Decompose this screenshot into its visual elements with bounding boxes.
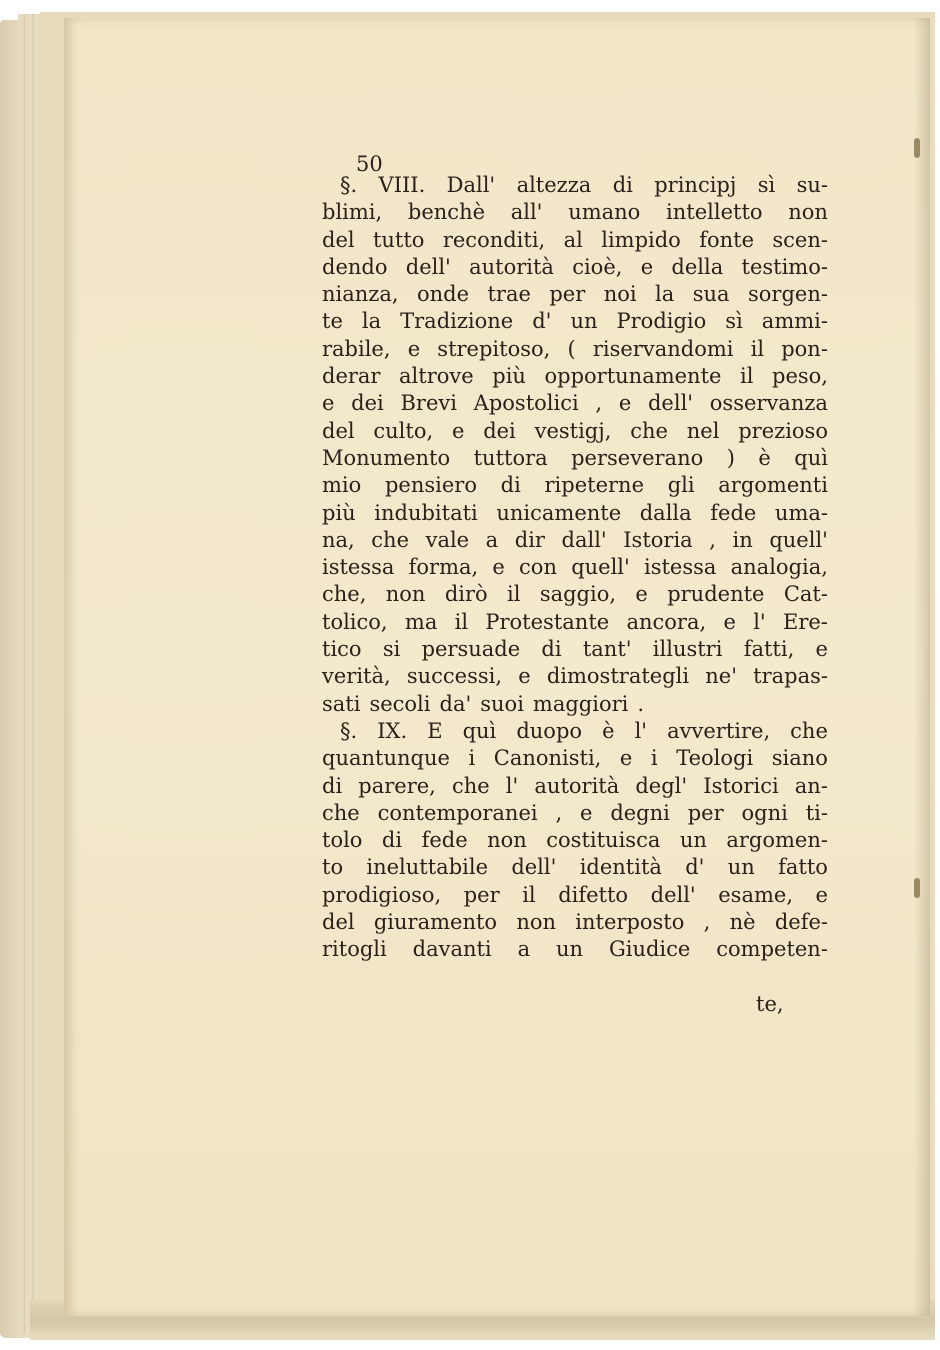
word: di xyxy=(322,773,343,798)
word: istessa xyxy=(322,555,395,580)
word: su- xyxy=(796,173,828,197)
word: IX. xyxy=(377,718,408,743)
word: ineluttabile xyxy=(366,855,489,880)
word: del xyxy=(322,227,355,252)
word: l' xyxy=(505,773,519,798)
word: e xyxy=(492,555,505,580)
word: quì xyxy=(462,718,497,743)
word: tolico, xyxy=(322,609,388,634)
page-number: 50 xyxy=(356,152,383,176)
word: pon- xyxy=(781,336,828,361)
word: un xyxy=(679,828,707,853)
text-line xyxy=(322,390,828,417)
text-line xyxy=(322,636,828,663)
word: e xyxy=(635,582,648,607)
text-line xyxy=(322,882,828,909)
word: identità xyxy=(579,855,662,880)
word: il xyxy=(522,882,536,907)
word: di xyxy=(541,637,562,662)
word: ) xyxy=(726,445,735,470)
word: . xyxy=(637,691,645,716)
word: sati xyxy=(322,691,361,716)
word: non xyxy=(385,582,426,607)
word: Protestante xyxy=(485,609,610,634)
text-line xyxy=(322,773,828,800)
word: illustri xyxy=(652,637,723,662)
text-line xyxy=(322,936,828,963)
text-line xyxy=(322,745,828,772)
word: altrove xyxy=(399,364,474,389)
word: testimo- xyxy=(741,254,828,279)
word: che xyxy=(371,527,410,552)
word: non xyxy=(788,200,828,225)
word: il xyxy=(454,609,469,634)
word: competen- xyxy=(716,937,828,962)
word: derar xyxy=(322,364,381,389)
word: Istorici xyxy=(703,773,779,798)
word: dimostrategli xyxy=(546,664,690,689)
word: principj xyxy=(654,173,737,197)
word: reconditi, xyxy=(442,227,546,252)
word: nianza, xyxy=(322,282,399,307)
word: i xyxy=(468,746,476,771)
word: ma xyxy=(404,609,438,634)
word: e xyxy=(815,882,828,907)
word: che xyxy=(790,718,828,743)
word: scen- xyxy=(772,227,828,252)
word: dei xyxy=(483,418,516,443)
word: tant' xyxy=(582,637,632,662)
word: to xyxy=(322,855,344,880)
word: successi, xyxy=(406,664,503,689)
word: che xyxy=(451,773,490,798)
word: non xyxy=(516,910,557,935)
word: d' xyxy=(532,309,552,334)
word: a xyxy=(485,527,499,552)
word: secoli xyxy=(369,691,431,716)
word: blimi, xyxy=(322,200,383,225)
word: tuttora xyxy=(473,445,548,470)
word: istessa xyxy=(644,555,717,580)
word: E xyxy=(427,718,443,743)
word: e xyxy=(619,746,633,771)
word: l' xyxy=(753,609,766,634)
word: dell' xyxy=(650,882,696,907)
word: saggio, xyxy=(539,582,617,607)
word: i xyxy=(650,746,658,771)
word: contemporanei xyxy=(377,800,538,825)
word: e xyxy=(815,637,828,662)
word: sorgen- xyxy=(747,282,828,307)
word: an- xyxy=(794,773,828,798)
word: limpido xyxy=(601,227,681,252)
word: di xyxy=(500,473,521,498)
word: gli xyxy=(667,473,695,498)
word: interposto xyxy=(575,910,685,935)
word: benchè xyxy=(407,200,486,225)
word: vestigj, xyxy=(534,418,612,443)
word: con xyxy=(519,555,557,580)
word: strepitoso, xyxy=(437,336,551,361)
word: unicamente xyxy=(496,500,622,525)
word: ogni xyxy=(741,800,788,825)
word: degni xyxy=(610,800,670,825)
binding-stitch xyxy=(914,138,920,158)
word: la xyxy=(361,309,382,334)
word: argomenti xyxy=(718,473,828,498)
word: altezza xyxy=(516,173,592,197)
body-text xyxy=(322,172,828,964)
word: fatto xyxy=(778,855,828,880)
word: giuramento xyxy=(373,910,498,935)
word: la xyxy=(655,282,675,307)
word: esame, xyxy=(718,882,793,907)
word: della xyxy=(671,254,724,279)
word: tolo xyxy=(322,828,363,853)
word: dendo xyxy=(322,254,388,279)
word: vale xyxy=(425,527,470,552)
word: degl' xyxy=(635,773,688,798)
word: il xyxy=(750,336,765,361)
word: sua xyxy=(692,282,730,307)
word: mio xyxy=(322,473,362,498)
word: che xyxy=(630,418,668,443)
text-line xyxy=(322,199,828,226)
word: , xyxy=(709,527,716,552)
word: tico xyxy=(322,637,362,662)
word: autorità xyxy=(534,773,620,798)
text-line xyxy=(322,172,828,199)
text-line xyxy=(322,718,828,745)
word: ( xyxy=(567,336,576,361)
word: quell' xyxy=(769,527,828,552)
word: un xyxy=(556,937,584,962)
word: ti- xyxy=(805,800,828,825)
text-line xyxy=(322,500,828,527)
word: Cat- xyxy=(783,582,828,607)
word: e xyxy=(407,336,421,361)
word: peso, xyxy=(772,364,828,389)
word: argomen- xyxy=(726,828,828,853)
word: dirò xyxy=(444,582,488,607)
word: umano xyxy=(568,200,641,225)
text-line xyxy=(322,554,828,581)
word: del xyxy=(322,910,355,935)
word: di xyxy=(381,828,403,853)
page-gutter-shadow xyxy=(914,18,930,1316)
word: al xyxy=(563,227,583,252)
word: §. xyxy=(340,173,358,197)
word: quell' xyxy=(571,555,630,580)
text-line xyxy=(322,336,828,363)
word: quantunque xyxy=(322,746,450,771)
word: non xyxy=(487,828,527,853)
word: uma- xyxy=(774,500,828,525)
word: trae xyxy=(487,282,531,307)
word: parere, xyxy=(358,773,436,798)
word: onde xyxy=(416,282,470,307)
word: fonte xyxy=(699,227,755,252)
word: Teologi xyxy=(676,746,754,771)
word: per xyxy=(463,882,500,907)
word: tutto xyxy=(372,227,425,252)
word: trapas- xyxy=(753,664,828,689)
word: dell' xyxy=(511,855,557,880)
word: ancora, xyxy=(626,609,707,634)
word: , xyxy=(555,800,563,825)
word: forma, xyxy=(408,555,479,580)
word: e xyxy=(518,664,531,689)
text-line xyxy=(322,527,828,554)
catchword: te, xyxy=(756,992,784,1016)
text-line xyxy=(322,418,828,445)
text-line xyxy=(322,445,828,472)
word: più xyxy=(492,364,526,389)
word: ripeterne xyxy=(544,473,644,498)
word: il xyxy=(740,364,754,389)
word: dalla xyxy=(639,500,692,525)
word: e xyxy=(322,391,335,416)
word: noi xyxy=(603,282,637,307)
word: difetto xyxy=(558,882,629,907)
word: prodigioso, xyxy=(322,882,442,907)
word: dell' xyxy=(405,254,451,279)
text-line xyxy=(322,827,828,854)
word: che, xyxy=(322,582,367,607)
word: ne' xyxy=(705,664,737,689)
word: Giudice xyxy=(608,937,691,962)
word: te xyxy=(322,309,343,334)
word: cioè, xyxy=(572,254,623,279)
word: fede xyxy=(421,828,468,853)
word: defe- xyxy=(774,910,828,935)
text-line xyxy=(322,800,828,827)
word: d' xyxy=(685,855,705,880)
word: in xyxy=(732,527,753,552)
word: più xyxy=(322,500,356,525)
word: Tradizione xyxy=(400,309,514,334)
word: costituisca xyxy=(546,828,661,853)
word: all' xyxy=(510,200,543,225)
word: prezioso xyxy=(738,418,828,443)
word: pensiero xyxy=(384,473,477,498)
word: che xyxy=(322,800,360,825)
word: del xyxy=(322,418,355,443)
word: e xyxy=(451,418,465,443)
word: indubitati xyxy=(374,500,478,525)
word: di xyxy=(612,173,633,197)
word: davanti xyxy=(412,937,492,962)
word: e xyxy=(723,609,736,634)
word: VIII. xyxy=(378,173,426,197)
word: autorità xyxy=(469,254,554,279)
word: sì xyxy=(725,309,743,334)
word: rabile, xyxy=(322,336,391,361)
word: prudente xyxy=(667,582,765,607)
text-line xyxy=(322,691,828,718)
word: a xyxy=(517,937,531,962)
word: opportunamente xyxy=(544,364,722,389)
word: e xyxy=(618,391,632,416)
word: avvertire, xyxy=(667,718,771,743)
word: perseverano xyxy=(571,445,704,470)
text-line xyxy=(322,854,828,881)
binding-stitch xyxy=(914,878,920,898)
word: Prodigio xyxy=(616,309,707,334)
word: verità, xyxy=(322,664,391,689)
word: Dall' xyxy=(446,173,496,197)
text-line xyxy=(322,472,828,499)
word: da' xyxy=(439,691,472,716)
word: nè xyxy=(729,910,756,935)
word: dei xyxy=(351,391,384,416)
word: si xyxy=(382,637,401,662)
word: e xyxy=(640,254,654,279)
text-line xyxy=(322,363,828,390)
word: Ere- xyxy=(783,609,828,634)
text-line xyxy=(322,227,828,254)
word: suoi xyxy=(480,691,524,716)
word: na, xyxy=(322,527,355,552)
word: per xyxy=(549,282,586,307)
text-line xyxy=(322,308,828,335)
word: Brevi xyxy=(400,391,457,416)
word: è xyxy=(602,718,615,743)
word: per xyxy=(687,800,724,825)
word: sì xyxy=(757,173,776,197)
word: maggiori xyxy=(532,691,629,716)
word: quì xyxy=(794,445,828,470)
word: osservanza xyxy=(709,391,828,416)
word: Monumento xyxy=(322,445,451,470)
word: ammi- xyxy=(761,309,828,334)
word: e xyxy=(580,800,593,825)
word: Apostolici xyxy=(473,391,579,416)
word: siano xyxy=(771,746,828,771)
word: dall' xyxy=(561,527,607,552)
word: un xyxy=(727,855,755,880)
word: intelletto xyxy=(666,200,763,225)
word: fede xyxy=(710,500,757,525)
text-line xyxy=(322,663,828,690)
word: fatti, xyxy=(743,637,795,662)
word: ritogli xyxy=(322,937,387,962)
text-line xyxy=(322,254,828,281)
word: nel xyxy=(686,418,720,443)
word: §. xyxy=(340,718,358,743)
text-line xyxy=(322,581,828,608)
word: l' xyxy=(634,718,648,743)
word: persuade xyxy=(421,637,521,662)
word: , xyxy=(595,391,603,416)
word: Istoria xyxy=(623,527,693,552)
word: duopo xyxy=(516,718,583,743)
word: analogia, xyxy=(730,555,828,580)
word: il xyxy=(507,582,521,607)
word: Canonisti, xyxy=(493,746,602,771)
word: , xyxy=(703,910,711,935)
text-line xyxy=(322,281,828,308)
word: riservandomi xyxy=(592,336,734,361)
text-line xyxy=(322,909,828,936)
word: dell' xyxy=(647,391,694,416)
text-line xyxy=(322,609,828,636)
word: dir xyxy=(514,527,545,552)
word: un xyxy=(570,309,598,334)
word: culto, xyxy=(373,418,434,443)
word: è xyxy=(758,445,771,470)
